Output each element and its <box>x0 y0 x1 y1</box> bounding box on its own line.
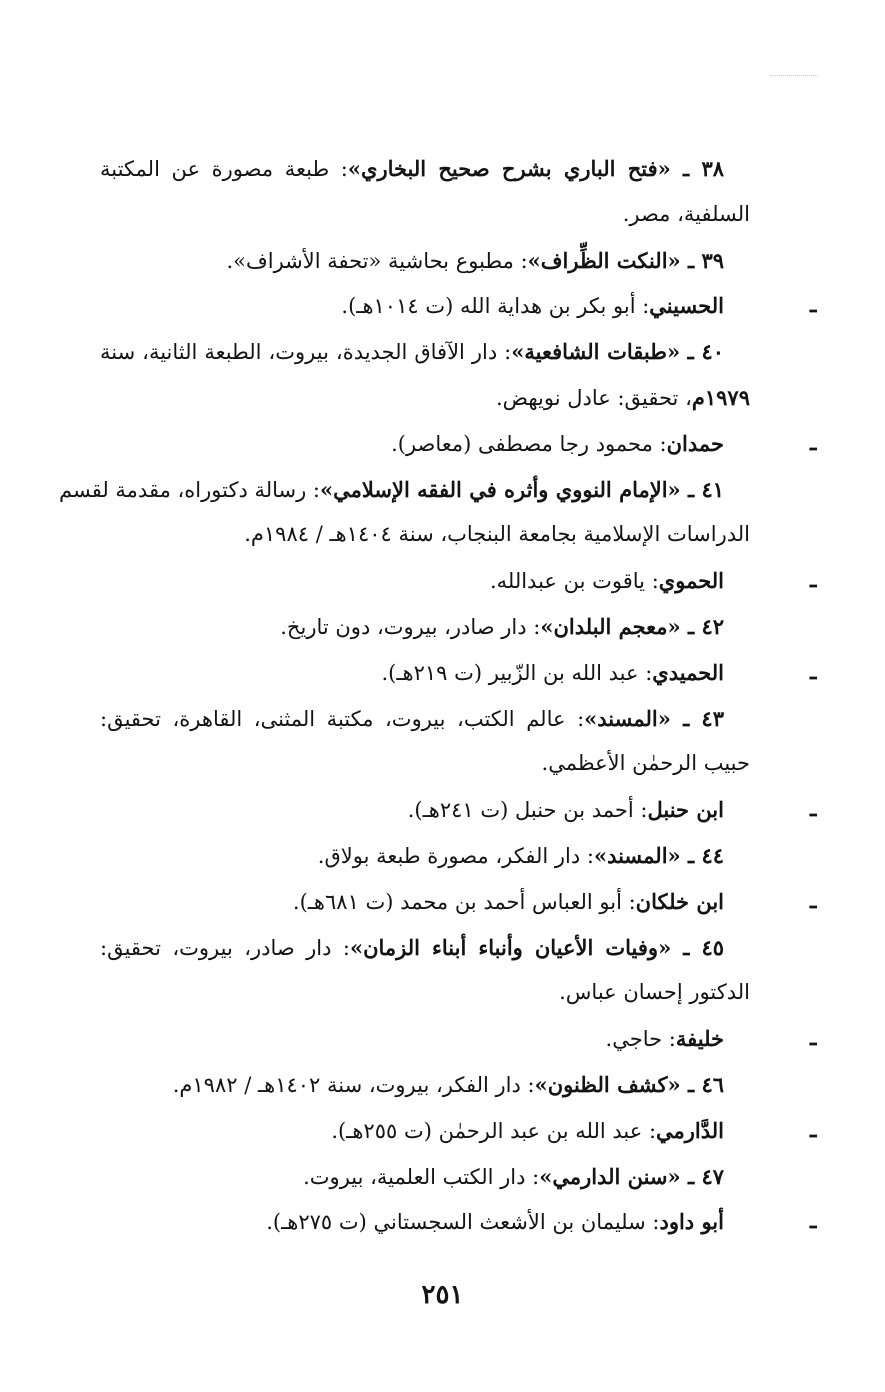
reference-details: حبيب الرحمٰن الأعظمي. <box>541 751 750 776</box>
scan-mark <box>770 75 818 76</box>
page-number: ٢٥١ <box>421 1280 464 1310</box>
reference-details: ، تحقيق: عادل نويهض. <box>495 385 692 410</box>
reference-line <box>100 1154 750 1200</box>
reference-bold-text: ١٩٧٩م <box>691 384 750 410</box>
reference-line <box>100 1062 750 1108</box>
reference-details: السلفية، مصر. <box>622 201 750 226</box>
author-line <box>100 421 817 467</box>
reference-line <box>100 833 750 879</box>
author-dash-marker: ـ <box>810 1208 817 1235</box>
author-details: : عبد الله بن عبد الرحمٰن (ت ٢٥٥هـ). <box>331 1118 657 1143</box>
author-name: أبو داود <box>659 1209 724 1235</box>
reference-details: : طبعة مصورة عن المكتبة <box>100 157 348 181</box>
author-line <box>100 1016 817 1062</box>
author-line <box>100 558 817 604</box>
author-details: : عبد الله بن الزّبير (ت ٢١٩هـ). <box>381 660 653 685</box>
author-dash-marker: ـ <box>810 292 817 319</box>
reference-title: ٤٧ ـ «سنن الدارمي» <box>539 1163 724 1189</box>
reference-title: ٣٩ ـ «النكت الظِّراف» <box>527 247 724 273</box>
reference-details: : دار الفكر، بيروت، سنة ١٤٠٢هـ / ١٩٨٢م. <box>172 1072 535 1097</box>
reference-line <box>100 146 750 192</box>
author-dash-marker: ـ <box>810 1116 817 1143</box>
reference-title: ٤١ ـ «الإمام النووي وأثره في الفقه الإسلامي» <box>320 476 724 502</box>
reference-line <box>100 375 750 421</box>
author-name: الحسيني <box>649 293 724 319</box>
bibliography-list <box>59 146 817 1245</box>
author-dash-marker: ـ <box>810 1025 817 1052</box>
reference-line <box>100 696 750 742</box>
author-name: الدَّارمي <box>656 1117 724 1143</box>
author-name: ابن حنبل <box>647 797 724 823</box>
author-dash-marker: ـ <box>810 796 817 823</box>
reference-line <box>100 925 750 971</box>
author-line <box>100 787 817 833</box>
author-dash-marker: ـ <box>810 658 817 685</box>
author-dash-marker: ـ <box>810 429 817 456</box>
author-dash-marker: ـ <box>810 567 817 594</box>
reference-details: : دار الفكر، مصورة طبعة بولاق. <box>317 843 594 868</box>
reference-details: : عالم الكتب، بيروت، مكتبة المثنى، القاهرة، تحقيق: <box>100 706 585 731</box>
author-line <box>100 1199 817 1245</box>
reference-details: : دار الكتب العلمية، بيروت. <box>303 1164 540 1189</box>
reference-details: : رسالة دكتوراه، مقدمة لقسم <box>59 477 321 502</box>
reference-line <box>100 741 750 787</box>
reference-title: ٤٥ ـ «وفيات الأعيان وأنباء أبناء الزمان» <box>349 934 725 960</box>
reference-title: ٤٦ ـ «كشف الظنون» <box>534 1071 724 1097</box>
author-line <box>100 283 817 329</box>
author-details: : ياقوت بن عبدالله. <box>489 569 659 594</box>
author-line <box>100 1108 817 1154</box>
author-details: : أحمد بن حنبل (ت ٢٤١هـ). <box>407 798 648 823</box>
author-details: : حاجي. <box>605 1027 676 1052</box>
reference-line <box>100 970 750 1016</box>
reference-line <box>100 192 750 238</box>
reference-title: ٣٨ ـ «فتح الباري بشرح صحيح البخاري» <box>347 156 724 181</box>
author-details: : محمود رجا مصطفى (معاصر). <box>391 431 667 456</box>
reference-line <box>59 467 750 513</box>
reference-title: ٤٠ ـ «طبقات الشافعية» <box>511 339 724 365</box>
reference-details: الدكتور إحسان عباس. <box>559 980 750 1005</box>
author-name: خليفة <box>675 1026 724 1052</box>
author-name: ابن خلكان <box>635 888 724 914</box>
reference-title: ٤٢ ـ «معجم البلدان» <box>540 613 724 639</box>
author-name: الحموي <box>658 568 724 594</box>
author-details: : سليمان بن الأشعث السجستاني (ت ٢٧٥هـ). <box>266 1210 660 1235</box>
author-details: : أبو بكر بن هداية الله (ت ١٠١٤هـ). <box>341 294 650 319</box>
reference-details: الدراسات الإسلامية بجامعة البنجاب، سنة ١٤٠٤هـ / ١٩٨٤م. <box>244 522 750 547</box>
reference-line <box>100 238 750 284</box>
reference-details: : دار صادر، بيروت، دون تاريخ. <box>280 614 541 639</box>
reference-details: : دار صادر، بيروت، تحقيق: <box>100 935 350 960</box>
reference-line <box>100 329 750 375</box>
reference-line <box>100 512 750 558</box>
reference-title: ٤٤ ـ «المسند» <box>593 842 724 868</box>
reference-line <box>100 604 750 650</box>
author-line <box>100 650 817 696</box>
author-dash-marker: ـ <box>810 887 817 914</box>
author-line <box>100 879 817 925</box>
reference-details: : مطبوع بحاشية «تحفة الأشراف». <box>226 248 528 273</box>
author-details: : أبو العباس أحمد بن محمد (ت ٦٨١هـ). <box>292 889 636 914</box>
reference-title: ٤٣ ـ «المسند» <box>584 705 724 731</box>
author-name: حمدان <box>666 430 724 456</box>
reference-details: : دار الآفاق الجديدة، بيروت، الطبعة الثانية، سنة <box>100 340 512 365</box>
author-name: الحميدي <box>652 659 724 685</box>
